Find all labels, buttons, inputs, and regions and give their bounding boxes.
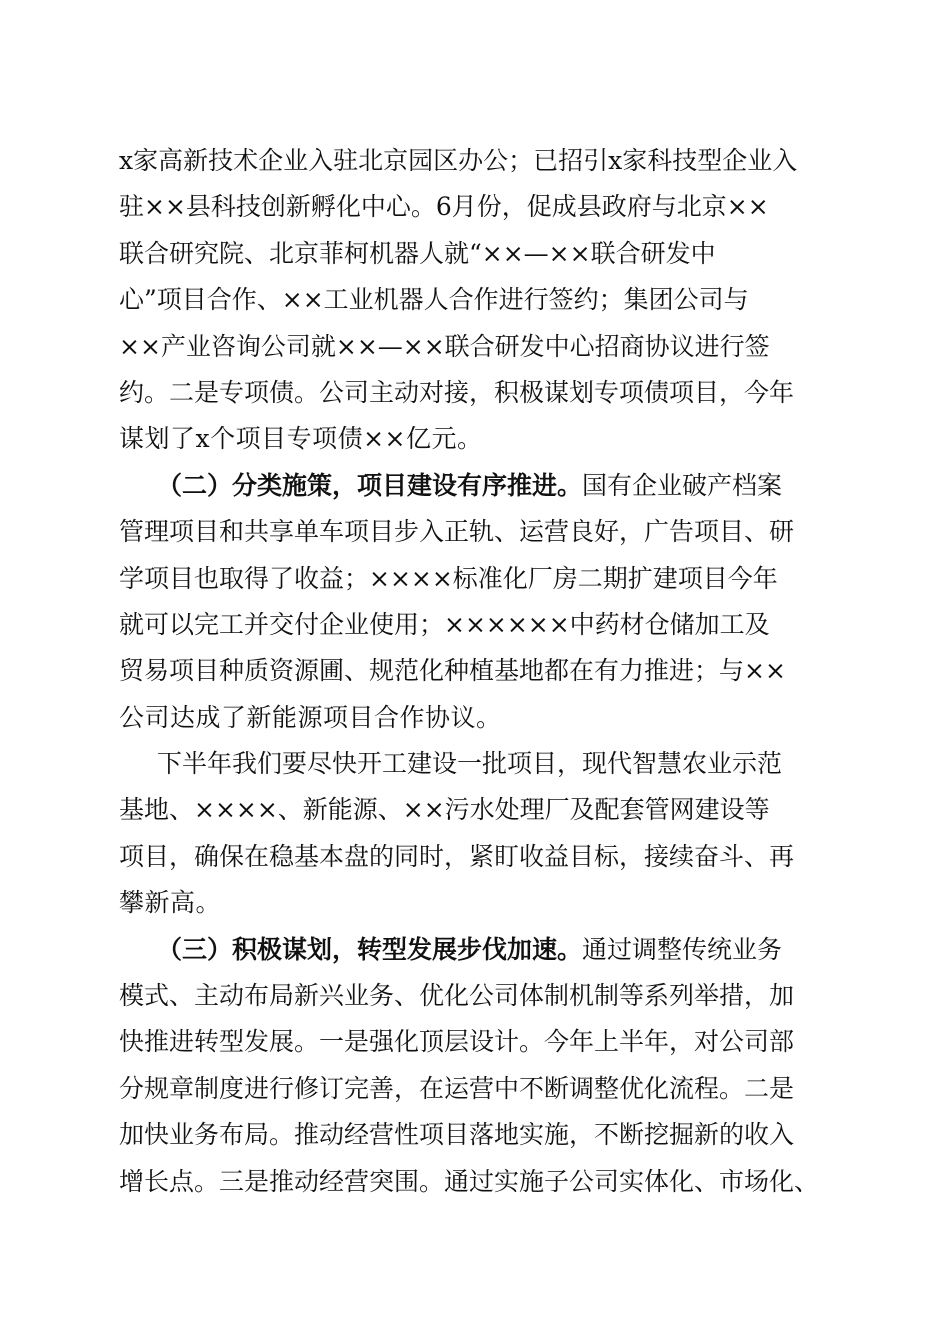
body-text: 下半年我们要尽快开工建设一批项目，现代智慧农业示范 bbox=[157, 749, 783, 779]
text-line bbox=[119, 277, 831, 323]
text-line bbox=[119, 787, 831, 833]
body-text: 谋划了x个项目专项债××亿元。 bbox=[119, 424, 483, 454]
section-heading: （二）分类施策，项目建设有序推进。 bbox=[157, 470, 583, 500]
body-text: 心”项目合作、××工业机器人合作进行签约；集团公司与 bbox=[119, 285, 749, 315]
body-text: 驻××县科技创新孵化中心。6月份，促成县政府与北京×× bbox=[119, 192, 769, 222]
text-line bbox=[119, 1019, 831, 1065]
text-line bbox=[119, 324, 831, 370]
text-line bbox=[119, 509, 831, 555]
body-text: 项目，确保在稳基本盘的同时，紧盯收益目标，接续奋斗、再 bbox=[119, 841, 795, 871]
text-line bbox=[119, 695, 831, 741]
body-text: 就可以完工并交付企业使用；××××××中药材仓储加工及 bbox=[119, 609, 770, 639]
text-line bbox=[119, 602, 831, 648]
body-text: 通过调整传统业务 bbox=[582, 934, 783, 964]
body-text: 国有企业破产档案 bbox=[582, 470, 783, 500]
text-line bbox=[119, 880, 831, 926]
body-text: 贸易项目种质资源圃、规范化种植基地都在有力推进；与×× bbox=[119, 656, 786, 686]
text-line bbox=[119, 556, 831, 602]
body-text: 加快业务布局。推动经营性项目落地实施，不断挖掘新的收入 bbox=[119, 1120, 795, 1150]
text-line bbox=[119, 138, 831, 184]
text-line bbox=[119, 927, 831, 973]
body-text: 学项目也取得了收益；××××标准化厂房二期扩建项目今年 bbox=[119, 563, 778, 593]
body-text: 约。二是专项债。公司主动对接，积极谋划专项债项目，今年 bbox=[119, 377, 795, 407]
section-heading: （三）积极谋划，转型发展步伐加速。 bbox=[157, 934, 583, 964]
body-text: 增长点。三是推动经营突围。通过实施子公司实体化、市场化、 bbox=[119, 1166, 820, 1196]
text-line bbox=[119, 834, 831, 880]
text-line bbox=[119, 231, 831, 277]
body-text: 联合研究院、北京菲柯机器人就“××—××联合研发中 bbox=[119, 238, 716, 268]
body-text: 公司达成了新能源项目合作协议。 bbox=[119, 702, 502, 732]
document-body bbox=[119, 138, 831, 1205]
text-line bbox=[119, 648, 831, 694]
text-line bbox=[119, 463, 831, 509]
body-text: 攀新高。 bbox=[119, 888, 222, 918]
text-line bbox=[119, 741, 831, 787]
text-line bbox=[119, 1112, 831, 1158]
body-text: x家高新技术企业入驻北京园区办公；已招引x家科技型企业入 bbox=[119, 146, 798, 175]
body-text: 基地、××××、新能源、××污水处理厂及配套管网建设等 bbox=[119, 795, 770, 825]
body-text: 模式、主动布局新兴业务、优化公司体制机制等系列举措，加 bbox=[119, 981, 795, 1011]
text-line bbox=[119, 370, 831, 416]
body-text: 分规章制度进行修订完善，在运营中不断调整优化流程。二是 bbox=[119, 1073, 795, 1103]
body-text: 管理项目和共享单车项目步入正轨、运营良好，广告项目、研 bbox=[119, 517, 795, 547]
text-line bbox=[119, 184, 831, 230]
text-line bbox=[119, 1066, 831, 1112]
body-text: ××产业咨询公司就××—××联合研发中心招商协议进行签 bbox=[119, 331, 770, 361]
text-line bbox=[119, 416, 831, 462]
body-text: 快推进转型发展。一是强化顶层设计。今年上半年，对公司部 bbox=[119, 1027, 795, 1057]
text-line bbox=[119, 973, 831, 1019]
text-line bbox=[119, 1159, 831, 1205]
